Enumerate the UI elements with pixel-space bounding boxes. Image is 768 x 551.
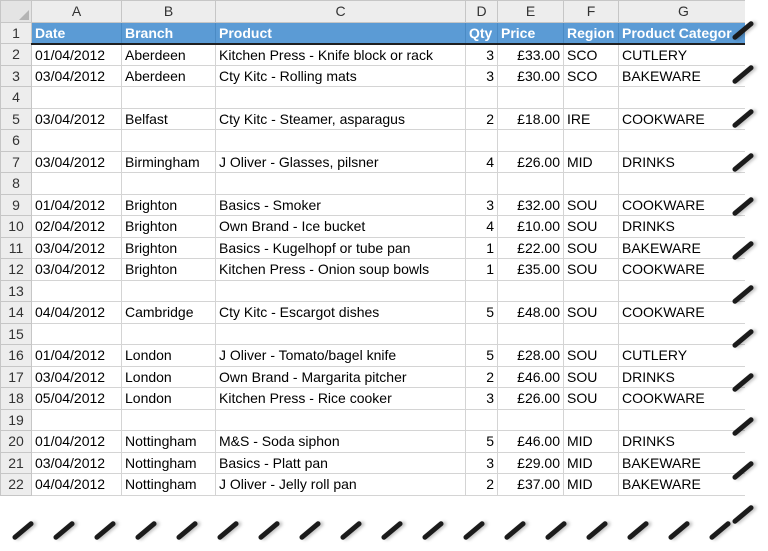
row-header-2[interactable]: 2 [1,44,32,66]
cell-b8[interactable] [122,173,216,195]
cell-c16[interactable]: J Oliver - Tomato/bagel knife [216,345,466,367]
column-header-a[interactable]: A [32,1,122,23]
cell-g2[interactable]: CUTLERY [619,44,749,66]
cell-f12[interactable]: SOU [564,259,619,281]
cell-c7[interactable]: J Oliver - Glasses, pilsner [216,151,466,173]
cell-e20[interactable]: £46.00 [498,431,564,453]
cell-c1[interactable]: Product [216,22,466,44]
cell-d8[interactable] [466,173,498,195]
cell-d6[interactable] [466,130,498,152]
table-row [1,108,749,130]
table-row [1,409,749,431]
cell-b17[interactable]: London [122,366,216,388]
cell-e4[interactable] [498,87,564,109]
cell-e8[interactable] [498,173,564,195]
cell-a20[interactable]: 01/04/2012 [32,431,122,453]
cell-d16[interactable]: 5 [466,345,498,367]
cell-g20[interactable]: DRINKS [619,431,749,453]
cell-f4[interactable] [564,87,619,109]
cell-b21[interactable]: Nottingham [122,452,216,474]
column-header-b[interactable]: B [122,1,216,23]
table-row [1,130,749,152]
cell-d19[interactable] [466,409,498,431]
cell-d14[interactable]: 5 [466,302,498,324]
cell-e16[interactable]: £28.00 [498,345,564,367]
cell-e22[interactable]: £37.00 [498,474,564,496]
column-header-e[interactable]: E [498,1,564,23]
cell-f18[interactable]: SOU [564,388,619,410]
cell-c21[interactable]: Basics - Platt pan [216,452,466,474]
row-header-14[interactable]: 14 [1,302,32,324]
cell-g1[interactable]: Product Categor [619,22,749,44]
cell-c3[interactable]: Cty Kitc - Rolling mats [216,65,466,87]
cell-a14[interactable]: 04/04/2012 [32,302,122,324]
cell-f19[interactable] [564,409,619,431]
cell-g17[interactable]: DRINKS [619,366,749,388]
cell-f10[interactable]: SOU [564,216,619,238]
cell-f11[interactable]: SOU [564,237,619,259]
row-header-9[interactable]: 9 [1,194,32,216]
cell-e15[interactable] [498,323,564,345]
cell-d18[interactable]: 3 [466,388,498,410]
cell-a3[interactable]: 03/04/2012 [32,65,122,87]
cell-b18[interactable]: London [122,388,216,410]
cell-d4[interactable] [466,87,498,109]
cell-a21[interactable]: 03/04/2012 [32,452,122,474]
cell-a16[interactable]: 01/04/2012 [32,345,122,367]
row-header-19[interactable]: 19 [1,409,32,431]
cell-b14[interactable]: Cambridge [122,302,216,324]
cell-b12[interactable]: Brighton [122,259,216,281]
cell-g4[interactable] [619,87,749,109]
cell-b2[interactable]: Aberdeen [122,44,216,66]
cell-e13[interactable] [498,280,564,302]
cell-f5[interactable]: IRE [564,108,619,130]
table-row [1,345,749,367]
cell-c11[interactable]: Basics - Kugelhopf or tube pan [216,237,466,259]
cell-e9[interactable]: £32.00 [498,194,564,216]
cell-g9[interactable]: COOKWARE [619,194,749,216]
cell-a17[interactable]: 03/04/2012 [32,366,122,388]
cell-g19[interactable] [619,409,749,431]
cell-e7[interactable]: £26.00 [498,151,564,173]
cell-b4[interactable] [122,87,216,109]
cell-c6[interactable] [216,130,466,152]
cell-b9[interactable]: Brighton [122,194,216,216]
cell-g21[interactable]: BAKEWARE [619,452,749,474]
cell-g5[interactable]: COOKWARE [619,108,749,130]
cell-d13[interactable] [466,280,498,302]
cell-c13[interactable] [216,280,466,302]
row-header-3[interactable]: 3 [1,65,32,87]
cell-f6[interactable] [564,130,619,152]
cell-d9[interactable]: 3 [466,194,498,216]
row-header-8[interactable]: 8 [1,173,32,195]
cell-e18[interactable]: £26.00 [498,388,564,410]
cell-g12[interactable]: COOKWARE [619,259,749,281]
cell-f16[interactable]: SOU [564,345,619,367]
column-header-c[interactable]: C [216,1,466,23]
table-row [1,302,749,324]
cell-g14[interactable]: COOKWARE [619,302,749,324]
cell-e19[interactable] [498,409,564,431]
row-header-22[interactable]: 22 [1,474,32,496]
cell-g11[interactable]: BAKEWARE [619,237,749,259]
cell-c15[interactable] [216,323,466,345]
cell-a10[interactable]: 02/04/2012 [32,216,122,238]
cell-a18[interactable]: 05/04/2012 [32,388,122,410]
cell-c8[interactable] [216,173,466,195]
cell-c5[interactable]: Cty Kitc - Steamer, asparagus [216,108,466,130]
row-header-15[interactable]: 15 [1,323,32,345]
cell-f1[interactable]: Region [564,22,619,44]
header-data-row [1,22,749,44]
cell-c20[interactable]: M&S - Soda siphon [216,431,466,453]
table-row [1,44,749,66]
row-header-4[interactable]: 4 [1,87,32,109]
cell-g7[interactable]: DRINKS [619,151,749,173]
table-row [1,280,749,302]
cell-c22[interactable]: J Oliver - Jelly roll pan [216,474,466,496]
cell-d3[interactable]: 3 [466,65,498,87]
cell-a12[interactable]: 03/04/2012 [32,259,122,281]
cell-d2[interactable]: 3 [466,44,498,66]
table-row [1,216,749,238]
table-row [1,474,749,496]
row-header-11[interactable]: 11 [1,237,32,259]
cell-a15[interactable] [32,323,122,345]
cell-d15[interactable] [466,323,498,345]
table-row [1,237,749,259]
table-row [1,87,749,109]
table-row [1,194,749,216]
cell-e17[interactable]: £46.00 [498,366,564,388]
cell-f13[interactable] [564,280,619,302]
cell-f9[interactable]: SOU [564,194,619,216]
row-header-18[interactable]: 18 [1,388,32,410]
cell-d21[interactable]: 3 [466,452,498,474]
cell-b20[interactable]: Nottingham [122,431,216,453]
table-row [1,173,749,195]
row-header-16[interactable]: 16 [1,345,32,367]
cell-f2[interactable]: SCO [564,44,619,66]
cell-d10[interactable]: 4 [466,216,498,238]
cell-d11[interactable]: 1 [466,237,498,259]
cell-a9[interactable]: 01/04/2012 [32,194,122,216]
cell-a4[interactable] [32,87,122,109]
cell-a8[interactable] [32,173,122,195]
cell-e14[interactable]: £48.00 [498,302,564,324]
cell-d5[interactable]: 2 [466,108,498,130]
cell-f17[interactable]: SOU [564,366,619,388]
column-header-g[interactable]: G [619,1,749,23]
cell-b19[interactable] [122,409,216,431]
cell-f22[interactable]: MID [564,474,619,496]
cell-e2[interactable]: £33.00 [498,44,564,66]
cell-b11[interactable]: Brighton [122,237,216,259]
cell-c9[interactable]: Basics - Smoker [216,194,466,216]
cell-c14[interactable]: Cty Kitc - Escargot dishes [216,302,466,324]
cell-e3[interactable]: £30.00 [498,65,564,87]
column-header-row [1,1,749,23]
cell-a1[interactable]: Date [32,22,122,44]
cell-d1[interactable]: Qty [466,22,498,44]
cell-b6[interactable] [122,130,216,152]
cell-b10[interactable]: Brighton [122,216,216,238]
row-header-5[interactable]: 5 [1,108,32,130]
row-header-6[interactable]: 6 [1,130,32,152]
row-header-17[interactable]: 17 [1,366,32,388]
cell-b13[interactable] [122,280,216,302]
cell-g3[interactable]: BAKEWARE [619,65,749,87]
row-header-20[interactable]: 20 [1,431,32,453]
cell-a5[interactable]: 03/04/2012 [32,108,122,130]
cell-g13[interactable] [619,280,749,302]
cell-a11[interactable]: 03/04/2012 [32,237,122,259]
cell-e1[interactable]: Price [498,22,564,44]
cell-g10[interactable]: DRINKS [619,216,749,238]
cell-e5[interactable]: £18.00 [498,108,564,130]
cell-f21[interactable]: MID [564,452,619,474]
cell-e12[interactable]: £35.00 [498,259,564,281]
cell-a6[interactable] [32,130,122,152]
cell-a2[interactable]: 01/04/2012 [32,44,122,66]
table-row [1,151,749,173]
cell-a19[interactable] [32,409,122,431]
table-row [1,323,749,345]
cell-g18[interactable]: COOKWARE [619,388,749,410]
cell-c12[interactable]: Kitchen Press - Onion soup bowls [216,259,466,281]
cell-d22[interactable]: 2 [466,474,498,496]
row-header-7[interactable]: 7 [1,151,32,173]
cell-f15[interactable] [564,323,619,345]
column-header-d[interactable]: D [466,1,498,23]
cell-b5[interactable]: Belfast [122,108,216,130]
cell-c18[interactable]: Kitchen Press - Rice cooker [216,388,466,410]
cell-b1[interactable]: Branch [122,22,216,44]
table-row [1,366,749,388]
cell-g8[interactable] [619,173,749,195]
row-header-21[interactable]: 21 [1,452,32,474]
cell-c2[interactable]: Kitchen Press - Knife block or rack [216,44,466,66]
cell-e10[interactable]: £10.00 [498,216,564,238]
cell-f3[interactable]: SCO [564,65,619,87]
row-header-12[interactable]: 12 [1,259,32,281]
cell-f7[interactable]: MID [564,151,619,173]
cell-g16[interactable]: CUTLERY [619,345,749,367]
cell-f14[interactable]: SOU [564,302,619,324]
cell-e6[interactable] [498,130,564,152]
cell-c17[interactable]: Own Brand - Margarita pitcher [216,366,466,388]
cell-a13[interactable] [32,280,122,302]
table-row [1,65,749,87]
table-row [1,259,749,281]
cell-e21[interactable]: £29.00 [498,452,564,474]
cell-a7[interactable]: 03/04/2012 [32,151,122,173]
column-header-f[interactable]: F [564,1,619,23]
cell-d17[interactable]: 2 [466,366,498,388]
cell-a22[interactable]: 04/04/2012 [32,474,122,496]
cell-b7[interactable]: Birmingham [122,151,216,173]
cell-e11[interactable]: £22.00 [498,237,564,259]
table-row [1,388,749,410]
cell-g15[interactable] [619,323,749,345]
cell-f20[interactable]: MID [564,431,619,453]
cell-g22[interactable]: BAKEWARE [619,474,749,496]
cell-b15[interactable] [122,323,216,345]
row-header-1[interactable]: 1 [1,22,32,44]
select-all-corner[interactable] [1,1,32,23]
cell-c10[interactable]: Own Brand - Ice bucket [216,216,466,238]
cell-c4[interactable] [216,87,466,109]
cell-g6[interactable] [619,130,749,152]
table-row [1,431,749,453]
cell-b16[interactable]: London [122,345,216,367]
cell-b3[interactable]: Aberdeen [122,65,216,87]
row-header-10[interactable]: 10 [1,216,32,238]
cell-f8[interactable] [564,173,619,195]
cell-d7[interactable]: 4 [466,151,498,173]
cell-c19[interactable] [216,409,466,431]
row-header-13[interactable]: 13 [1,280,32,302]
table-row [1,452,749,474]
cell-d12[interactable]: 1 [466,259,498,281]
cell-b22[interactable]: Nottingham [122,474,216,496]
cell-d20[interactable]: 5 [466,431,498,453]
